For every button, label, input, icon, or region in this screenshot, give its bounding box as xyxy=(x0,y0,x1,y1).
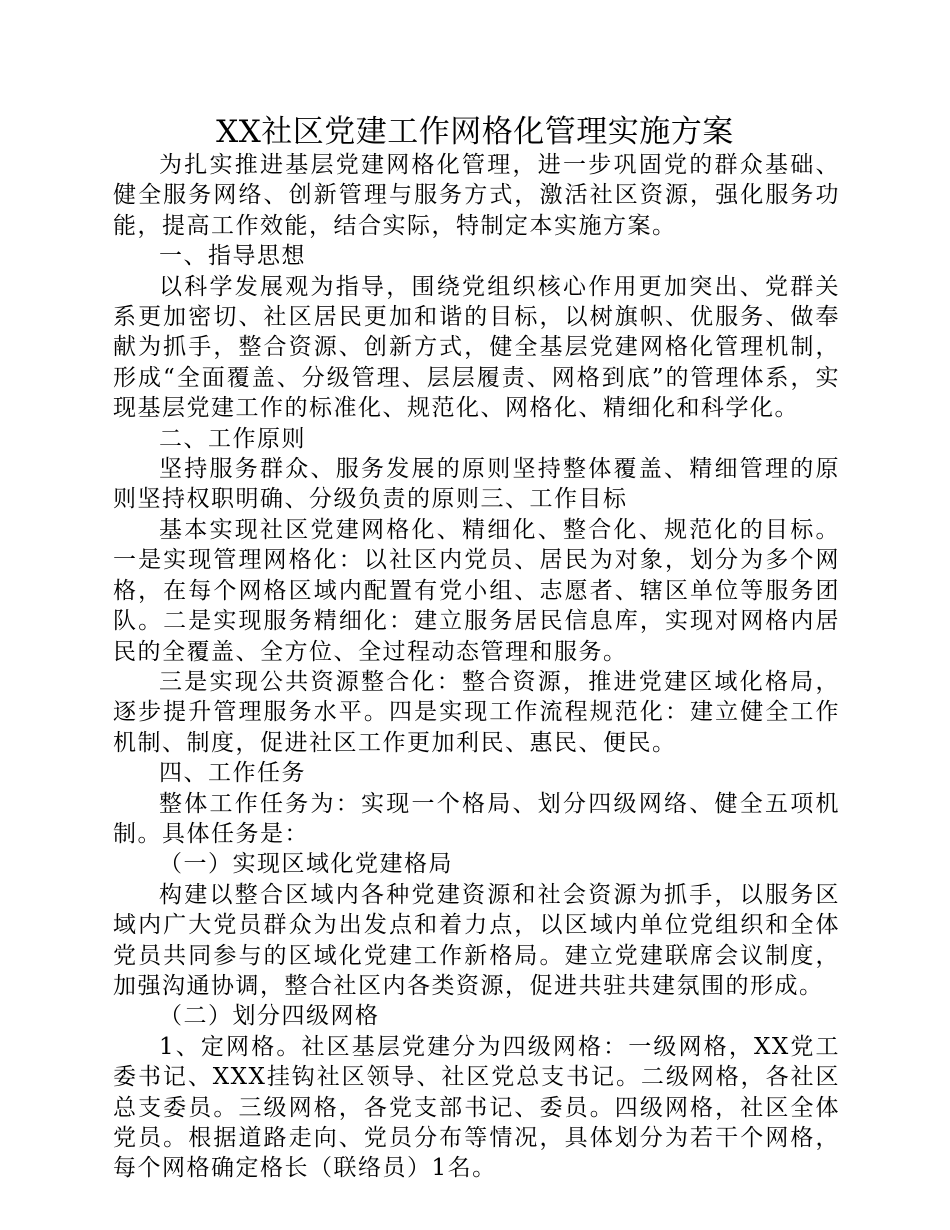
document-body xyxy=(113,150,840,1184)
paragraph-guiding-ideology: 以科学发展观为指导，围绕党组织核心作用更加突出、党群关系更加密切、社区居民更加和谐的目标，以树旗帜、优服务、做奉献为抓手，整合资源、创新方式，健全基层党建网格化管理机制，形成“全面覆盖、分级管理、层层履责、网格到底”的管理体系，实现基层党建工作的标准化、规范化、网格化、精细化和科学化。 xyxy=(113,273,840,422)
paragraph-work-tasks: 整体工作任务为：实现一个格局、划分四级网络、健全五项机制。具体任务是： xyxy=(113,790,840,847)
paragraph-work-principles: 坚持服务群众、服务发展的原则坚持整体覆盖、精细管理的原则坚持权职明确、分级负责的原则三、工作目标 xyxy=(113,456,840,513)
paragraph-regional-party-building: 构建以整合区域内各种党建资源和社会资源为抓手，以服务区域内广大党员群众为出发点和着力点，以区域内单位党组织和全体党员共同参与的区域化党建工作新格局。建立党建联席会议制度，加强沟通协调，整合社区内各类资源，促进共驻共建氛围的形成。 xyxy=(113,881,840,999)
paragraph-intro: 为扎实推进基层党建网格化管理，进一步巩固党的群众基础、健全服务网络、创新管理与服务方式，激活社区资源，强化服务功能，提高工作效能，结合实际，特制定本实施方案。 xyxy=(113,152,840,239)
heading-work-principles: 二、工作原则 xyxy=(159,425,306,452)
heading-guiding-ideology: 一、指导思想 xyxy=(159,243,306,270)
paragraph-four-level-grid: 1、定网格。社区基层党建分为四级网格：一级网格，XX党工委书记、XXX挂钩社区领导、社区党总支书记。二级网格，各社区总支委员。三级网格，各党支部书记、委员。四级网格，社区全体党员。根据道路走向、党员分布等情况，具体划分为若干个网格，每个网格确定格长（联络员）1名。 xyxy=(113,1033,840,1182)
paragraph-work-goals-continued: 三是实现公共资源整合化：整合资源，推进党建区域化格局，逐步提升管理服务水平。四是实现工作流程规范化：建立健全工作机制、制度，促进社区工作更加利民、惠民、便民。 xyxy=(113,668,840,756)
heading-regional-party-building: （一）实现区域化党建格局 xyxy=(159,851,453,878)
paragraph-work-goals: 基本实现社区党建网格化、精细化、整合化、规范化的目标。一是实现管理网格化：以社区内党员、居民为对象，划分为多个网格，在每个网格区域内配置有党小组、志愿者、辖区单位等服务团队。二是实现服务精细化：建立服务居民信息库，实现对网格内居民的全覆盖、全方位、全过程动态管理和服务。 xyxy=(113,516,840,665)
document-title: XX社区党建工作网格化管理实施方案 xyxy=(216,114,734,150)
heading-four-level-grid: （二）划分四级网格 xyxy=(159,1003,380,1030)
heading-work-tasks: 四、工作任务 xyxy=(159,760,306,787)
